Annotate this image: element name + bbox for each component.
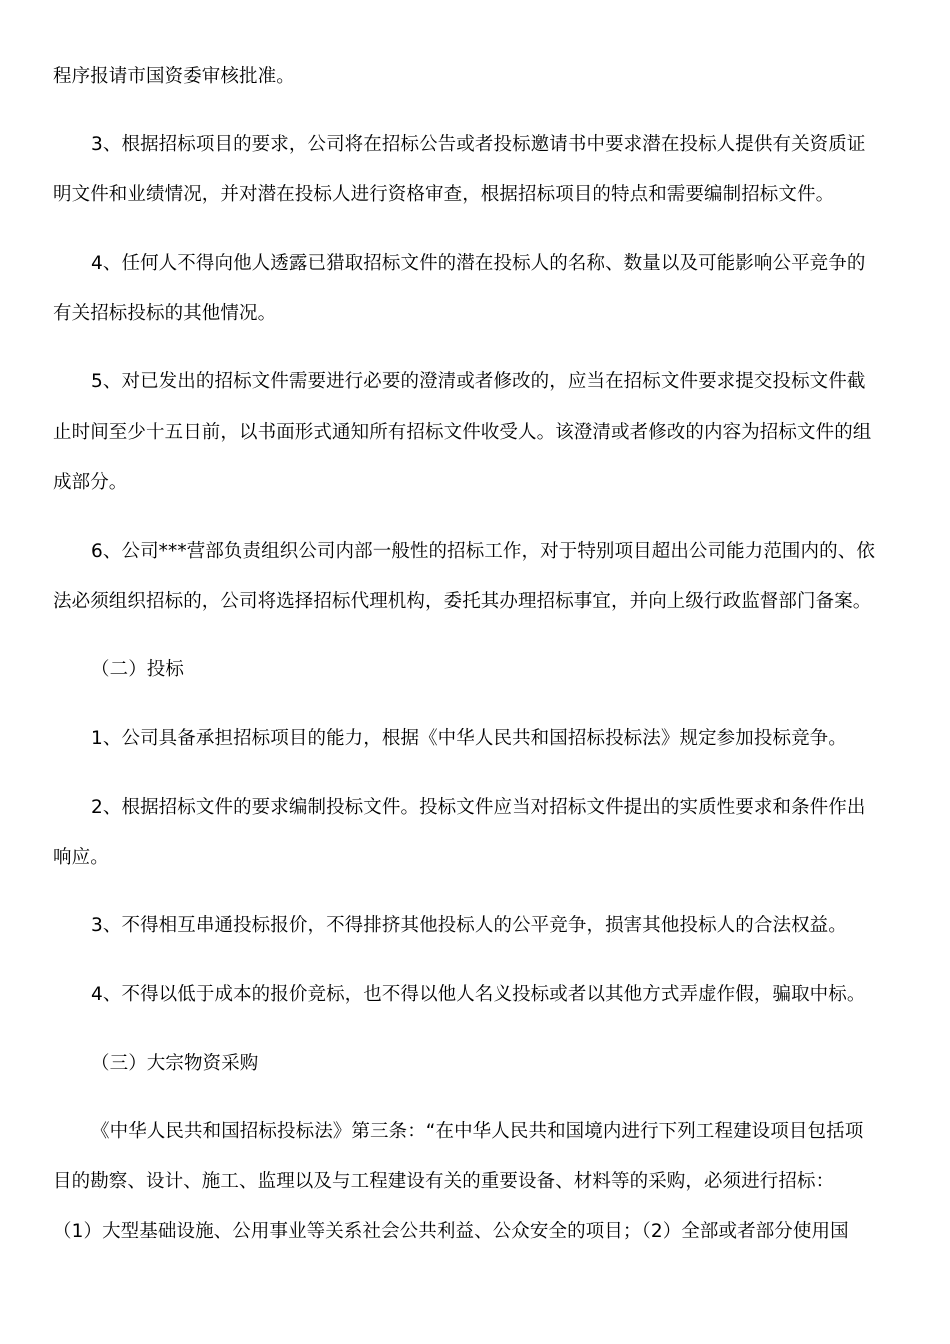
text-line-1: 程序报请市国资委审核批准。 — [53, 66, 295, 87]
text-line-14: 响应。 — [53, 847, 109, 868]
text-line-7: 止时间至少十五日前，以书面形式通知所有招标文件收受人。该澄清或者修改的内容为招标文件的组 — [53, 422, 872, 443]
text-line-12: 1、公司具备承担招标项目的能力，根据《中华人民共和国招标投标法》规定参加投标竞争。 — [91, 728, 847, 749]
text-line-4: 4、任何人不得向他人透露已猎取招标文件的潜在投标人的名称、数量以及可能影响公平竞争的 — [91, 253, 866, 274]
text-line-13: 2、根据招标文件的要求编制投标文件。投标文件应当对招标文件提出的实质性要求和条件作出 — [91, 797, 866, 818]
text-line-2: 3、根据招标项目的要求，公司将在招标公告或者投标邀请书中要求潜在投标人提供有关资质证 — [91, 134, 866, 155]
text-line-6: 5、对已发出的招标文件需要进行必要的澄清或者修改的，应当在招标文件要求提交投标文件截 — [91, 371, 866, 392]
text-line-15: 3、不得相互串通投标报价，不得排挤其他投标人的公平竞争，损害其他投标人的合法权益。 — [91, 915, 847, 936]
text-line-8: 成部分。 — [53, 472, 128, 493]
text-line-5: 有关招标投标的其他情况。 — [53, 303, 277, 324]
text-line-18: 《中华人民共和国招标投标法》第三条：“在中华人民共和国境内进行下列工程建设项目包括项 — [91, 1121, 864, 1142]
section-heading-bidding: （二）投标 — [91, 659, 185, 680]
text-line-3: 明文件和业绩情况，并对潜在投标人进行资格审查，根据招标项目的特点和需要编制招标文件。 — [53, 184, 835, 205]
section-heading-bulk-procurement: （三）大宗物资采购 — [91, 1053, 259, 1074]
text-line-9: 6、公司***营部负责组织公司内部一般性的招标工作，对于特别项目超出公司能力范围内的、依 — [91, 541, 875, 562]
text-line-20: （1）大型基础设施、公用事业等关系社会公共利益、公众安全的项目；（2）全部或者部分使用国 — [53, 1221, 849, 1242]
text-line-19: 目的勘察、设计、施工、监理以及与工程建设有关的重要设备、材料等的采购，必须进行招标： — [53, 1171, 835, 1192]
text-line-16: 4、不得以低于成本的报价竞标，也不得以他人名义投标或者以其他方式弄虚作假，骗取中标。 — [91, 984, 866, 1005]
text-line-10: 法必须组织招标的，公司将选择招标代理机构，委托其办理招标事宜，并向上级行政监督部门备案。 — [53, 591, 872, 612]
